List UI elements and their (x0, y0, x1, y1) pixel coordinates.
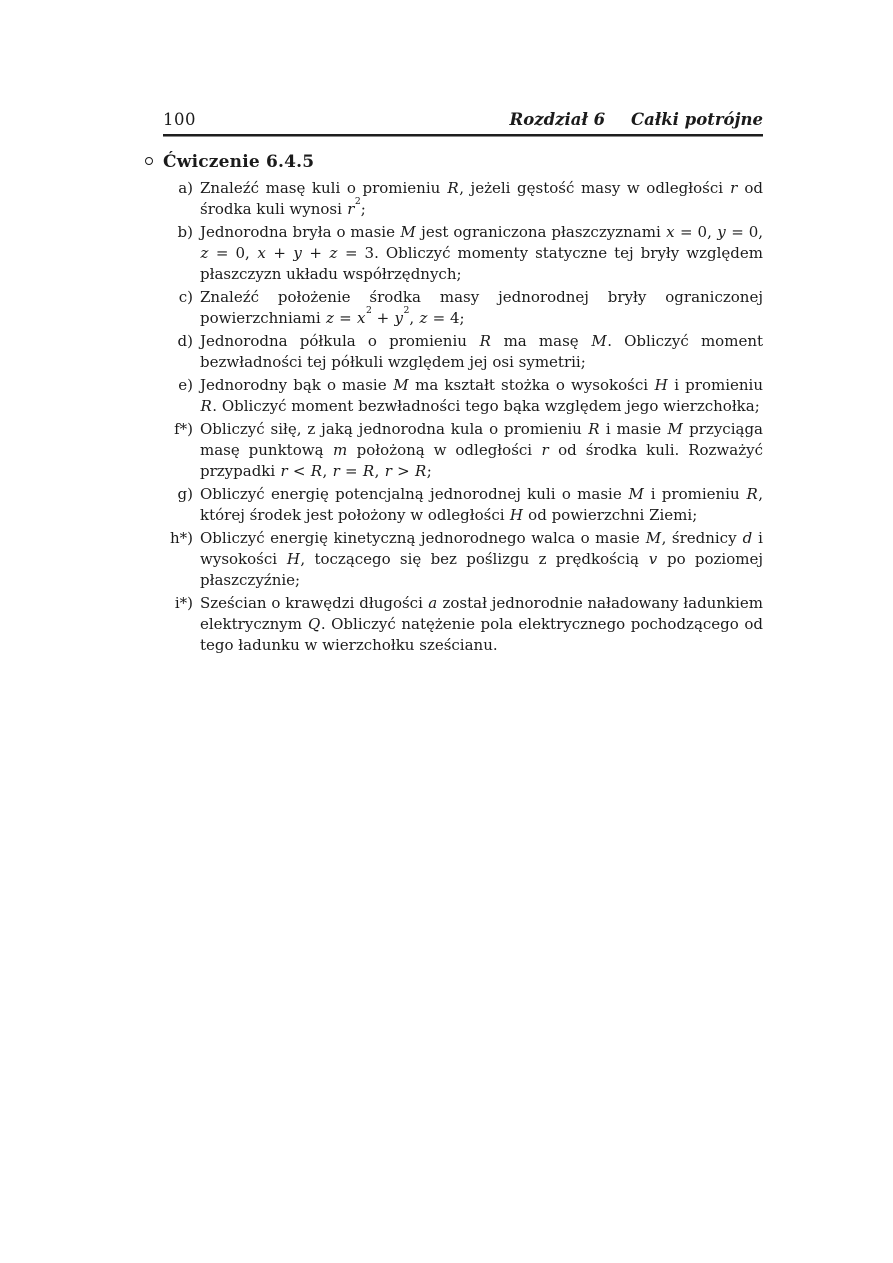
item-text: Obliczyć energię potencjalną jednorodnej kuli o masie M i promieniu R, której środek jest położony w odległości H od powierzchni Ziemi; (200, 485, 764, 524)
exercise-item-c (163, 287, 763, 329)
exercise-item-d (163, 331, 763, 373)
exercise-item-e (163, 375, 763, 417)
exercise-item-a (163, 178, 763, 220)
item-label: i*) (174, 594, 193, 612)
exercise-item-f (163, 419, 763, 482)
item-text: Sześcian o krawędzi długości a został jednorodnie naładowany ładunkiem elektrycznym Q. Obliczyć natężenie pola elektrycznego pochodzącego od tego ładunku w wierzchołku sześcianu. (200, 594, 763, 654)
page-header (163, 110, 763, 129)
exercise-item-h (163, 528, 763, 591)
item-text: Obliczyć siłę, z jaką jednorodna kula o promieniu R i masie M przyciąga masę punktową m położoną w odległości r od środka kuli. Rozważyć przypadki r < R, r = R, r > R; (200, 420, 763, 480)
chapter-label: Rozdział 6 (509, 110, 606, 129)
page-number: 100 (163, 110, 196, 129)
exercise-list (163, 178, 763, 656)
exercise-bullet-icon (145, 157, 153, 165)
item-label: f*) (174, 420, 193, 438)
item-text: Jednorodna bryła o masie M jest ograniczona płaszczyznami x = 0, y = 0, z = 0, x + y + z = 3. Obliczyć momenty statyczne tej bryły względem płaszczyzn układu współrzędnych; (200, 223, 764, 283)
text-block (163, 110, 763, 658)
running-head (510, 110, 763, 129)
exercise-heading (163, 152, 763, 172)
item-label: g) (177, 485, 193, 503)
exercise-item-i (163, 593, 763, 656)
item-label: c) (178, 288, 193, 306)
item-label: d) (177, 332, 193, 350)
exercise-item-b (163, 222, 763, 285)
item-text: Obliczyć energię kinetyczną jednorodnego walca o masie M, średnicy d i wysokości H, toczącego się bez poślizgu z prędkością v po poziomej płaszczyźnie; (200, 529, 763, 589)
item-text: Znaleźć masę kuli o promieniu R, jeżeli gęstość masy w odległości r od środka kuli wynosi $r^2$; (200, 179, 764, 218)
item-label: e) (178, 376, 193, 394)
item-label: a) (178, 179, 193, 197)
item-text: Jednorodny bąk o masie M ma kształt stożka o wysokości H i promieniu R. Obliczyć moment bezwładności tego bąka względem jego wierzchołka; (200, 376, 764, 415)
item-text: Znaleźć położenie środka masy jednorodnej bryły ograniczonej powierzchniami $z = x^2 + y^2$, z = 4; (200, 288, 763, 327)
header-rule (163, 134, 763, 137)
exercise-item-g (163, 484, 763, 526)
chapter-title: Całki potrójne (631, 110, 763, 129)
exercise-title: Ćwiczenie 6.4.5 (163, 152, 315, 172)
item-text: Jednorodna półkula o promieniu R ma masę M. Obliczyć moment bezwładności tej półkuli względem jej osi symetrii; (200, 332, 764, 371)
item-label: b) (177, 223, 193, 241)
item-label: h*) (169, 529, 193, 547)
